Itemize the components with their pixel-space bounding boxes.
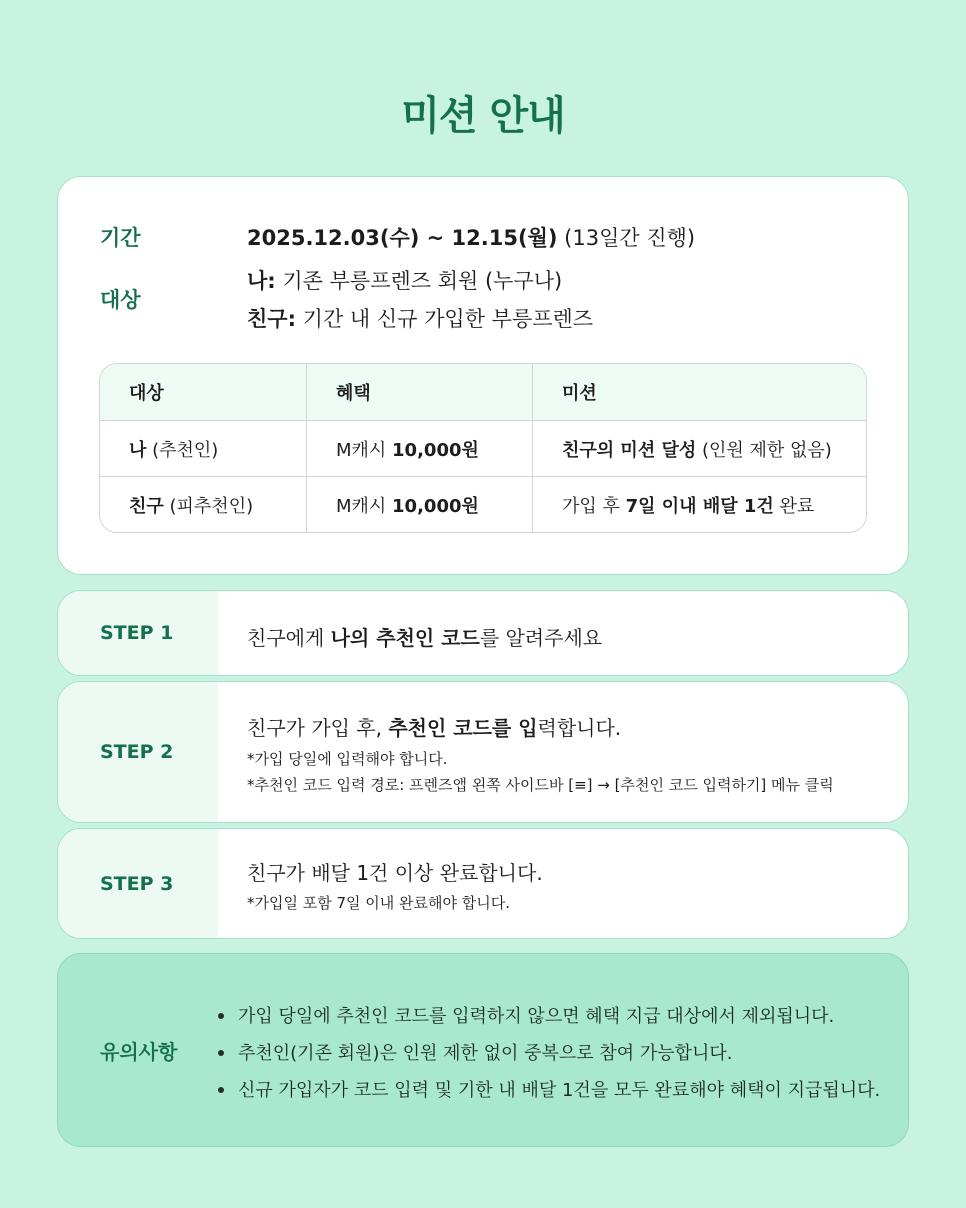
step-label: STEP 2	[58, 682, 218, 822]
target-friend-text: 기간 내 신규 가입한 부릉프렌즈	[302, 307, 594, 331]
period-value	[247, 222, 695, 252]
table-row	[100, 421, 866, 477]
row-mission	[532, 421, 867, 476]
notice-label: 유의사항	[100, 1039, 178, 1064]
row-benefit	[306, 421, 532, 476]
step-note: *추천인 코드 입력 경로: 프렌즈앱 왼쪽 사이드바 [≡] → [추천인 코드 입력하기] 메뉴 클릭	[247, 776, 834, 794]
period-note: (13일간 진행)	[564, 226, 696, 250]
step-label: STEP 1	[58, 591, 218, 675]
row-mission-bold: 친구의 미션 달성	[562, 439, 697, 461]
target-me-text: 기존 부릉프렌즈 회원 (누구나)	[282, 269, 563, 293]
row-target-bold: 나	[129, 439, 147, 461]
target-me	[247, 265, 562, 295]
row-target-rest: (피추천인)	[163, 496, 254, 517]
step-text	[247, 712, 621, 741]
target-label: 대상	[100, 288, 141, 312]
row-benefit-prefix: M캐시	[336, 496, 393, 517]
row-mission-post: 완료	[773, 496, 815, 517]
row-mission-post: (인원 제한 없음)	[696, 439, 832, 461]
row-mission	[532, 477, 867, 533]
page-title: 미션 안내	[401, 93, 565, 139]
notice-list	[218, 998, 880, 1109]
table-row	[100, 477, 866, 533]
step-text-bold: 나의 추천인 코드	[330, 626, 480, 650]
row-mission-pre: 가입 후	[562, 496, 626, 517]
target-friend-label: 친구:	[247, 307, 296, 331]
header-mission: 미션	[532, 364, 867, 420]
table-header	[100, 364, 866, 421]
info-card	[57, 176, 909, 575]
row-benefit	[306, 477, 532, 533]
row-target	[100, 421, 306, 476]
row-benefit-amount: 10,000원	[392, 439, 479, 461]
row-target	[100, 477, 306, 533]
step-1-card	[57, 590, 909, 676]
period-label: 기간	[100, 226, 141, 250]
target-me-label: 나:	[247, 269, 276, 293]
step-text-post: 를 알려주세요	[479, 626, 603, 650]
list-item: 가입 당일에 추천인 코드를 입력하지 않으면 혜택 지급 대상에서 제외됩니다.	[218, 998, 880, 1035]
step-text	[247, 857, 543, 886]
step-text-pre: 친구가 가입 후,	[247, 716, 389, 740]
step-label: STEP 3	[58, 829, 218, 938]
step-3-card	[57, 828, 909, 939]
row-benefit-prefix: M캐시	[336, 439, 393, 461]
benefit-table	[99, 363, 867, 533]
step-text-bold: 추천인 코드를 입	[388, 716, 538, 740]
step-note: *가입일 포함 7일 이내 완료해야 합니다.	[247, 894, 511, 912]
row-target-bold: 친구	[129, 496, 164, 517]
target-friend	[247, 303, 593, 333]
row-target-rest: (추천인)	[146, 439, 219, 461]
row-mission-bold: 7일 이내 배달 1건	[625, 496, 774, 517]
header-target: 대상	[129, 383, 164, 404]
step-text-pre: 친구에게	[247, 626, 331, 650]
step-note: *가입 당일에 입력해야 합니다.	[247, 750, 448, 768]
step-text-post: 력합니다.	[537, 716, 622, 740]
header-benefit: 혜택	[306, 364, 532, 420]
notice-card	[57, 953, 909, 1147]
step-text	[247, 622, 602, 651]
period-date: 2025.12.03(수) ~ 12.15(월)	[247, 226, 558, 250]
list-item: 추천인(기존 회원)은 인원 제한 없이 중복으로 참여 가능합니다.	[218, 1035, 880, 1072]
list-item: 신규 가입자가 코드 입력 및 기한 내 배달 1건을 모두 완료해야 혜택이 지급됩니다.	[218, 1072, 880, 1109]
step-text-pre: 친구가 배달 1건 이상 완료합니다.	[247, 861, 543, 885]
step-2-card	[57, 681, 909, 823]
row-benefit-amount: 10,000원	[392, 496, 479, 517]
